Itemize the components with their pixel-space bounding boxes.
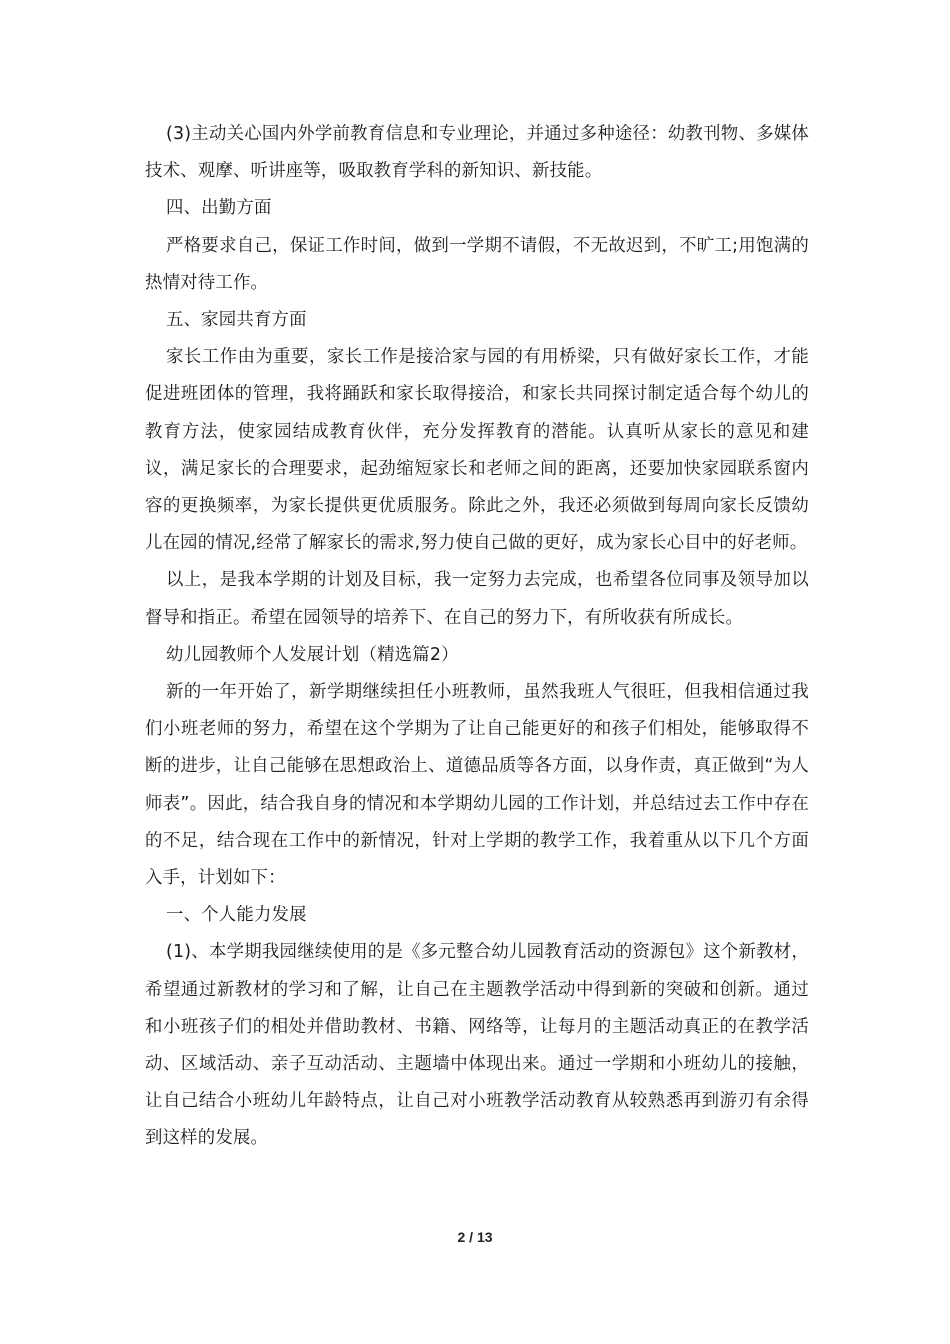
paragraph-home-school: 家长工作由为重要，家长工作是接洽家与园的有用桥梁，只有做好家长工作，才能促进班团体的管理，我将踊跃和家长取得接洽，和家长共同探讨制定适合每个幼儿的教育方法，使家园结成教育伙伴，充分发挥教育的潜能。认真听从家长的意见和建议，满足家长的合理要求，起劲缩短家长和老师之间的距离，还要加快家园联系窗内容的更换频率，为家长提供更优质服务。除此之外，我还必须做到每周向家长反馈幼儿在园的情况,经常了解家长的需求,努力使自己做的更好，成为家长心目中的好老师。 (145, 347, 809, 554)
paragraph-intro: 新的一年开始了，新学期继续担任小班教师，虽然我班人气很旺，但我相信通过我们小班老师的努力，希望在这个学期为了让自己能更好的和孩子们相处，能够取得不断的进步，让自己能够在思想政治上、道德品质等各方面，以身作责，真正做到“为人师表”。因此，结合我自身的情况和本学期幼儿园的工作计划，并总结过去工作中存在的不足，结合现在工作中的新情况，针对上学期的教学工作，我着重从以下几个方面入手，计划如下： (145, 682, 809, 889)
page-number: 2 / 13 (457, 1229, 493, 1245)
article-title-selection-2: 幼儿园教师个人发展计划（精选篇2） (166, 644, 459, 665)
section-heading-attendance: 四、出勤方面 (166, 198, 272, 219)
paragraph-attendance: 严格要求自己，保证工作时间，做到一学期不请假，不无故迟到，不旷工;用饱满的热情对待工作。 (145, 235, 809, 293)
document-body (145, 116, 809, 1158)
paragraph-continuing-item-3: (3)主动关心国内外学前教育信息和专业理论，并通过多种途径：幼教刊物、多媒体技术、观摩、听讲座等，吸取教育学科的新知识、新技能。 (145, 124, 809, 182)
paragraph-item-1: (1)、本学期我园继续使用的是《多元整合幼儿园教育活动的资源包》这个新教材，希望通过新教材的学习和了解，让自己在主题教学活动中得到新的突破和创新。通过和小班孩子们的相处并借助教材、书籍、网络等，让每月的主题活动真正的在教学活动、区域活动、亲子互动活动、主题墙中体现出来。通过一学期和小班幼儿的接触，让自己结合小班幼儿年龄特点，让自己对小班教学活动教育从较熟悉再到游刃有余得到这样的发展。 (145, 942, 809, 1149)
section-heading-personal-ability: 一、个人能力发展 (166, 905, 307, 926)
section-heading-home-school: 五、家园共育方面 (166, 310, 307, 331)
paragraph-summary: 以上，是我本学期的计划及目标，我一定努力去完成，也希望各位同事及领导加以督导和指正。希望在园领导的培养下、在自己的努力下，有所收获有所成长。 (145, 570, 809, 628)
